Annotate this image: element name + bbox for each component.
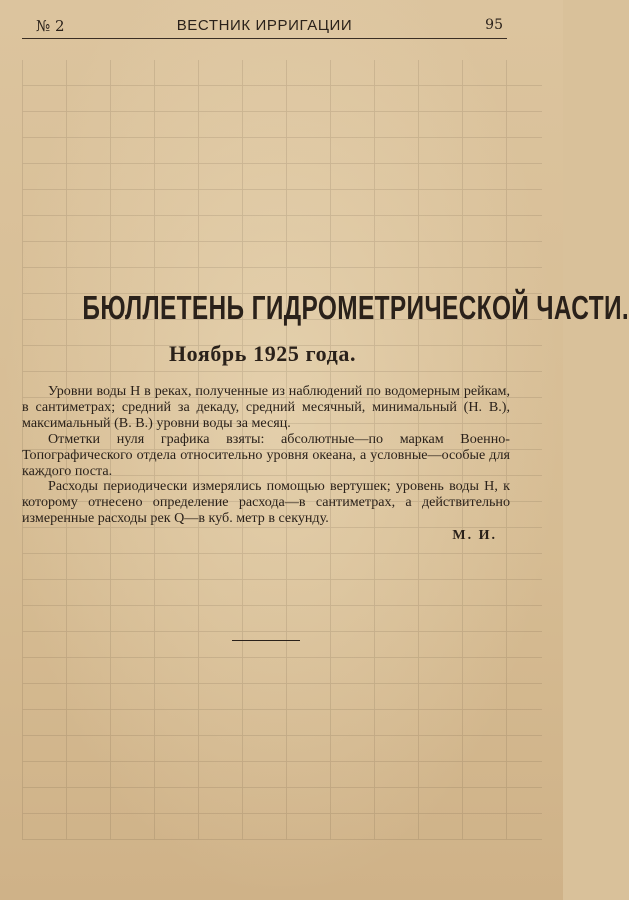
paragraph-discharges: Расходы периодически измерялись помощью вертушек; уровень воды Н, к которому отнесено определение расхода—в сантиметрах, а действительно измеренные расходы рек Q—в куб. метр в секунду. bbox=[22, 478, 510, 527]
journal-title: ВЕСТНИК ИРРИГАЦИИ bbox=[176, 17, 353, 34]
article-subtitle: Ноябрь 1925 года. bbox=[168, 341, 357, 366]
author-signature: М. И. bbox=[452, 528, 497, 543]
page-number: 95 bbox=[485, 17, 503, 33]
article-body bbox=[22, 384, 510, 527]
running-header bbox=[22, 14, 507, 39]
closing-rule bbox=[232, 640, 300, 641]
issue-number: № 2 bbox=[36, 17, 65, 35]
paragraph-zero-marks: Отметки нуля графика взяты: абсолютные—по маркам Военно-Топографического отдела относительно уровня океана, а условные—особые для каждого поста. bbox=[22, 430, 510, 479]
article-title: БЮЛЛЕТЕНЬ ГИДРОМЕТРИЧЕСКОЙ ЧАСТИ. bbox=[82, 289, 629, 326]
paragraph-water-levels: Уровни воды Н в реках, полученные из наблюдений по водомерным рейкам, в сантиметрах; средний за декаду, средний месячный, минимальный (Н. В.), максимальный (В. В.) уровни воды за месяц. bbox=[22, 383, 510, 431]
